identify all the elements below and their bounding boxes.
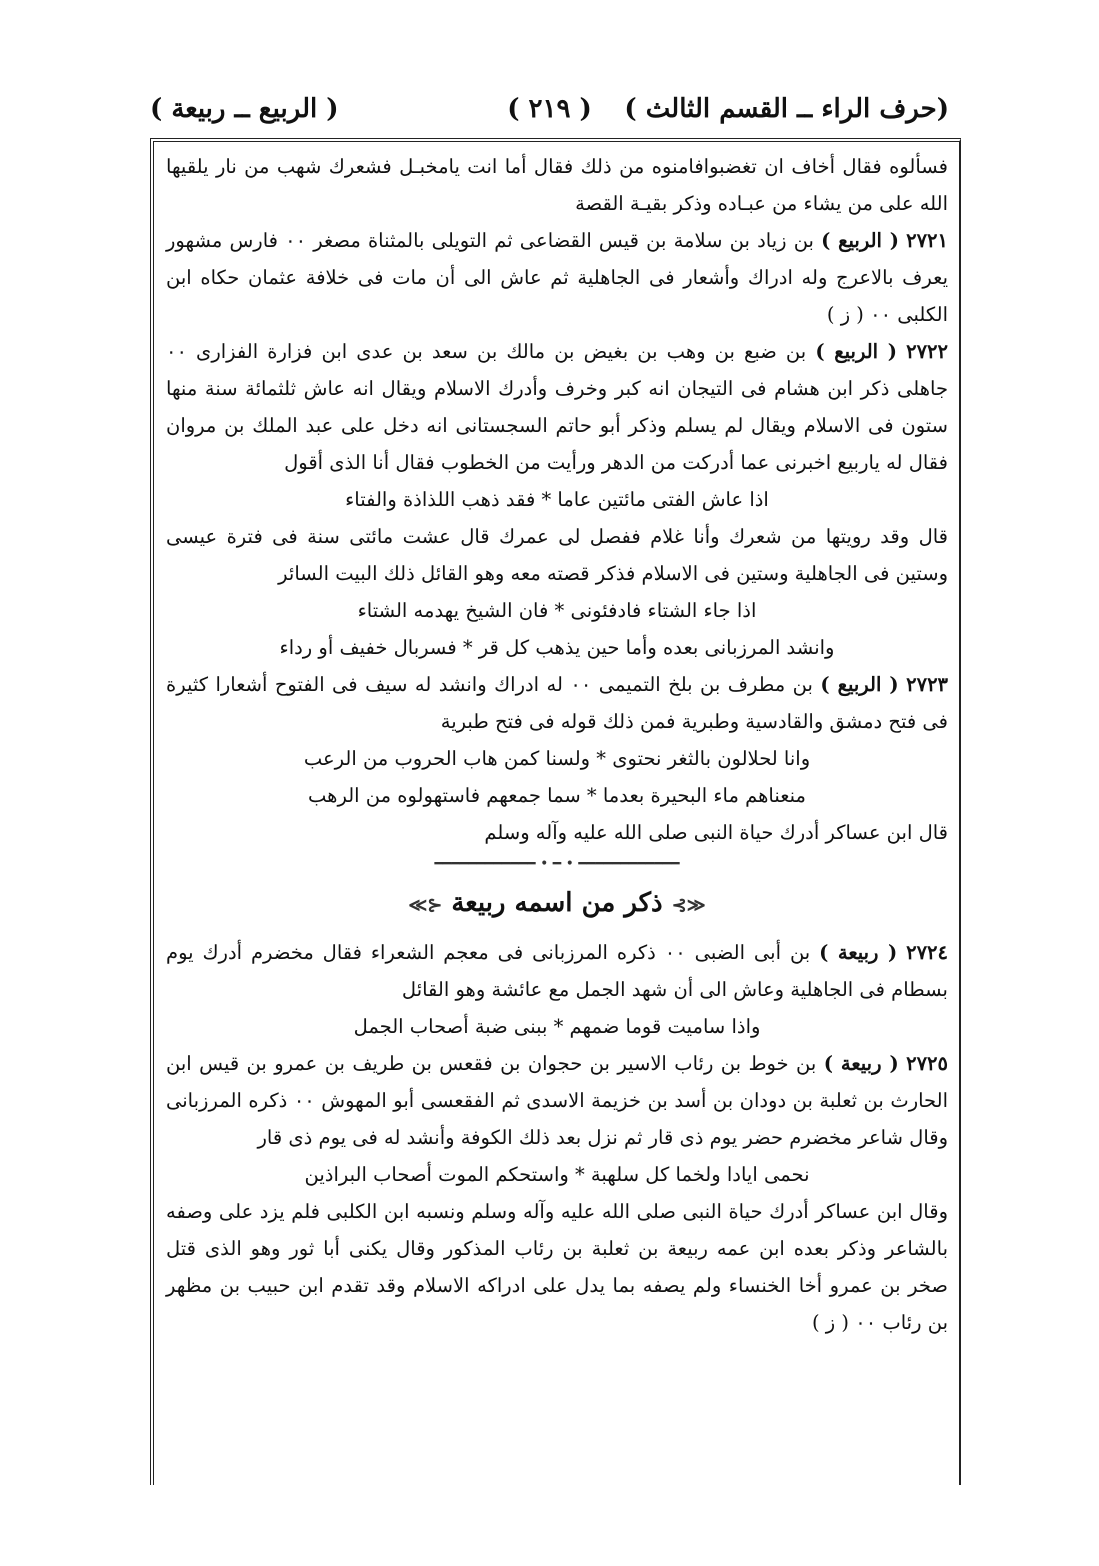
verse: واذا ساميت قوما ضمهم * ببنى ضبة أصحاب الجمل (353, 1015, 761, 1038)
entry-name: ( ربيعة ) (823, 1052, 899, 1075)
entry-name: ( الربيع ) (815, 340, 897, 363)
verse: وانشد المرزبانى بعده وأما حين يذهب كل قر * فسربال خفيف أو رداء (279, 636, 835, 659)
entry-name: ( الربيع ) (821, 229, 899, 252)
page-header (150, 86, 949, 136)
entry-2721 (166, 222, 948, 333)
paragraph: قال ابن عساكر أدرك حياة النبى صلى الله عليه وآله وسلم (484, 821, 948, 844)
entry-name: ( الربيع ) (820, 673, 899, 696)
entry-text: بن خوط بن رئاب الاسير بن حجوان بن فقعس بن طريف بن عمرو بن قيس ابن الحارث بن ثعلبة بن دودان بن أسد بن خزيمة الاسدى ثم الفقعسى أبو المهوش ٠٠ ذكره المرزبانى وقال شاعر مخضرم حضر يوم ذى قار ثم نزل بعد ذلك الكوفة وأنشد له فى يوم ذى قار (166, 1052, 948, 1149)
ornamental-divider: ━━━━━━━━━━━━ • ━ • ━━━━━━━━━━━━ (434, 856, 680, 872)
entry-name: ( ربيعة ) (819, 941, 898, 964)
header-section: ( الربيع ــ ربيعة ) (150, 94, 339, 124)
entry-text: بن ضبع بن وهب بن بغيض بن مالك بن سعد بن عدى ابن فزارة الفزارى ٠٠ جاهلى ذكر ابن هشام فى التيجان انه كبر وخرف وأدرك الاسلام ويقال انه عاش ثلثمائة سنة منها ستون فى الاسلام ويقال لم يسلم وذكر أبو حاتم السجستانى انه دخل على عبد الملك بن مروان فقال له ياربيع اخبرنى عما أدركت من الدهر ورأيت من الخطوب فقال أنا الذى أقول (166, 340, 948, 474)
entry-text: بن مطرف بن بلخ التميمى ٠٠ له ادراك وانشد له سيف فى الفتوح أشعارا كثيرة فى فتح دمشق والقادسية وطبرية فمن ذلك قوله فى فتح طبرية (166, 673, 948, 733)
verse: اذا عاش الفتى مائتين عاما * فقد ذهب اللذاذة والفتاء (345, 488, 769, 511)
verse: وانا لحلالون بالثغر نحتوى * ولسنا كمن هاب الحروب من الرعب (303, 747, 811, 770)
entry-number: ٢٧٢٢ (906, 340, 948, 363)
entry-number: ٢٧٢٥ (906, 1052, 949, 1075)
verse: اذا جاء الشتاء فادفئونى * فان الشيخ يهدمه الشتاء (357, 599, 757, 622)
entry-2725 (166, 1045, 948, 1156)
entry-2722 (166, 333, 948, 481)
header-page-number: ( ٢١٩ ) (507, 94, 592, 124)
entry-2723 (166, 666, 948, 740)
paragraph: فسألوه فقال أخاف ان تغضبوافامنوه من ذلك فقال أما انت يامخبـل فشعرك شهب من نار يلقيها الله على من يشاء من عبـاده وذكر بقيـة القصة (166, 155, 948, 215)
entry-text: بن أبى الضبى ٠٠ ذكره المرزبانى فى معجم الشعراء فقال مخضرم أدرك يوم بسطام فى الجاهلية وعاش الى أن شهد الجمل مع عائشة وهو القائل (166, 941, 948, 1001)
entry-text: بن زياد بن سلامة بن قيس القضاعى ثم التويلى بالمثناة مصغر ٠٠ فارس مشهور يعرف بالاعرج وله ادراك وأشعار فى الجاهلية ثم عاش الى أن مات فى خلافة عثمان حكاه ابن الكلبى ٠٠ ( ز ) (166, 229, 948, 326)
paragraph: قال وقد رويتها من شعرك وأنا غلام ففصل لى عمرك قال عشت مائتى سنة فى فترة عيسى وستين فى الجاهلية وستين فى الاسلام فذكر قصته معه وهو القائل ذلك البيت السائر (166, 525, 948, 585)
paragraph: وقال ابن عساكر أدرك حياة النبى صلى الله عليه وآله وسلم ونسبه ابن الكلبى فلم يزد على وصفه بالشاعر وذكر بعده ابن عمه ربيعة بن ثعلبة بن رئاب المذكور وقال يكنى أبا ثور وهو الذى قتل صخر بن عمرو أخا الخنساء ولم يصفه بما يدل على ادراكه الاسلام وقد تقدم ابن حبيب بن مظهر بن رئاب ٠٠ ( ز ) (166, 1200, 948, 1334)
verse: نحمى ايادا ولخما كل سلهبة * واستحكم الموت أصحاب البراذين (304, 1163, 810, 1186)
entry-2724 (166, 934, 948, 1008)
page-body (166, 148, 948, 1341)
section-title-text: ذكر من اسمه ربيعة (451, 888, 663, 918)
section-heading (166, 885, 948, 924)
entry-number: ٢٧٢٣ (906, 673, 949, 696)
header-chapter: (حرف الراء ــ القسم الثالث ) (624, 94, 949, 124)
ornament-icon: ≪⊱ (671, 895, 706, 916)
ornament-icon: ⊰≫ (408, 895, 443, 916)
entry-number: ٢٧٢٤ (906, 941, 949, 964)
verse: منعناهم ماء البحيرة بعدما * سما جمعهم فاستهولوه من الرهب (308, 784, 806, 807)
entry-number: ٢٧٢١ (906, 229, 949, 252)
